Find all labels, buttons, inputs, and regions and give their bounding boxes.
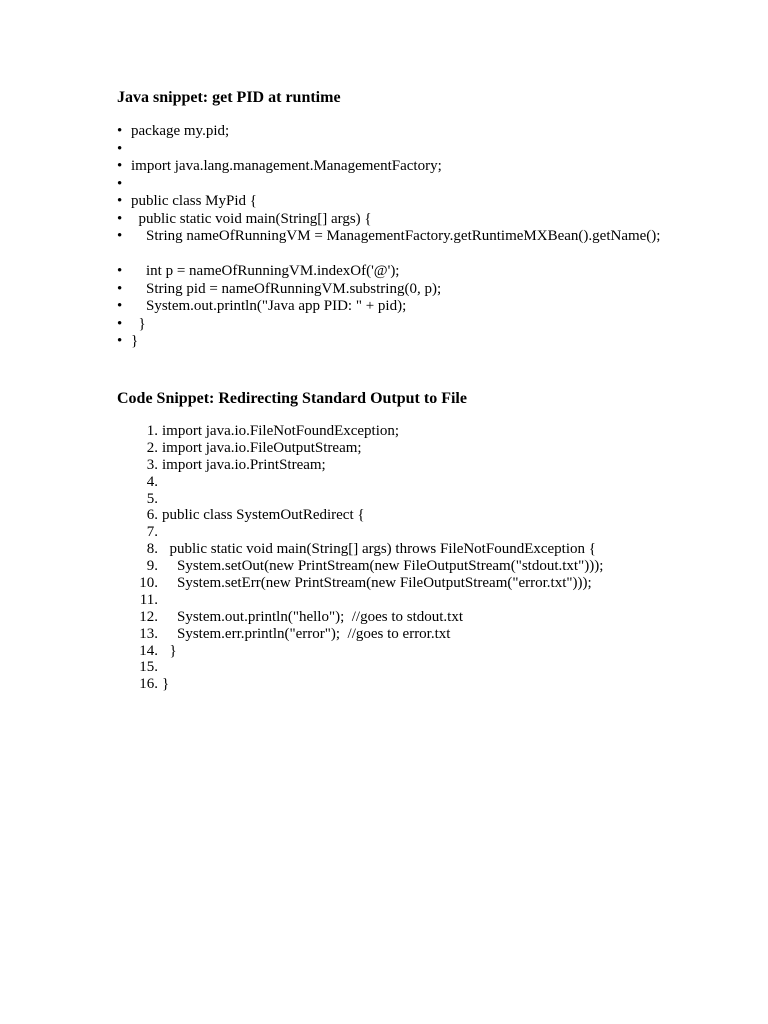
bullet-marker: • bbox=[117, 228, 123, 244]
numbered-line bbox=[134, 440, 734, 457]
bullet-line bbox=[117, 281, 737, 299]
numbered-line bbox=[134, 507, 734, 524]
code-line-text: } bbox=[162, 642, 177, 659]
line-number: 9. bbox=[146, 558, 158, 575]
bullet-marker: • bbox=[117, 158, 123, 174]
code-line-text: System.setOut(new PrintStream(new FileOutputStream("stdout.txt"))); bbox=[162, 558, 604, 575]
numbered-line bbox=[134, 575, 734, 592]
code-line-text: import java.io.FileOutputStream; bbox=[162, 439, 362, 456]
bullet-marker: • bbox=[117, 140, 123, 157]
bullet-line-text: public class MyPid { bbox=[131, 193, 257, 209]
redirect-code-numbered-list bbox=[134, 423, 734, 693]
line-number: 7. bbox=[146, 524, 158, 541]
bullet-marker: • bbox=[117, 123, 123, 139]
line-number: 6. bbox=[146, 507, 158, 524]
bullet-line bbox=[117, 333, 737, 351]
numbered-line bbox=[134, 643, 734, 660]
bullet-line-text: } bbox=[131, 315, 146, 332]
bullet-line-text: public static void main(String[] args) { bbox=[131, 210, 372, 227]
numbered-line bbox=[134, 491, 734, 508]
line-number: 16. bbox=[139, 676, 158, 693]
code-line-text: System.err.println("error"); //goes to error.txt bbox=[162, 625, 451, 642]
bullet-line bbox=[117, 123, 737, 141]
numbered-line bbox=[134, 524, 734, 541]
bullet-line-text: package my.pid; bbox=[131, 123, 230, 139]
line-number: 3. bbox=[146, 456, 158, 473]
bullet-line-text: int p = nameOfRunningVM.indexOf('@'); bbox=[131, 263, 400, 279]
bullet-line bbox=[117, 228, 737, 263]
bullet-line bbox=[117, 158, 737, 176]
numbered-line bbox=[134, 558, 734, 575]
pid-code-bullet-list bbox=[117, 123, 737, 351]
section-1-heading: Java snippet: get PID at runtime bbox=[117, 89, 341, 106]
bullet-marker: • bbox=[117, 193, 123, 209]
line-number: 13. bbox=[139, 625, 158, 642]
numbered-line bbox=[134, 592, 734, 609]
line-number: 8. bbox=[146, 541, 158, 558]
bullet-marker: • bbox=[117, 333, 123, 349]
code-line-text: import java.io.FileNotFoundException; bbox=[162, 423, 400, 439]
line-number: 10. bbox=[139, 575, 158, 592]
bullet-marker: • bbox=[117, 263, 123, 279]
numbered-line bbox=[134, 609, 734, 626]
line-number: 15. bbox=[139, 659, 158, 676]
bullet-line bbox=[117, 263, 737, 281]
numbered-line bbox=[134, 474, 734, 491]
bullet-line bbox=[117, 211, 737, 229]
code-line-text: System.setErr(new PrintStream(new FileOutputStream("error.txt"))); bbox=[162, 575, 592, 592]
bullet-line-text: String nameOfRunningVM = ManagementFactory.getRuntimeMXBean().getName(); bbox=[131, 228, 661, 244]
line-number: 12. bbox=[139, 608, 158, 625]
bullet-line bbox=[117, 141, 737, 159]
bullet-marker: • bbox=[117, 315, 123, 332]
line-number: 4. bbox=[146, 473, 158, 490]
bullet-line-text: import java.lang.management.ManagementFactory; bbox=[131, 158, 442, 174]
bullet-line bbox=[117, 176, 737, 194]
code-line-text: import java.io.PrintStream; bbox=[162, 456, 326, 473]
line-number: 11. bbox=[139, 591, 158, 608]
bullet-marker: • bbox=[117, 210, 123, 227]
section-2-heading: Code Snippet: Redirecting Standard Output to File bbox=[117, 390, 467, 407]
line-number: 5. bbox=[146, 490, 158, 507]
line-number: 14. bbox=[139, 642, 158, 659]
bullet-marker: • bbox=[117, 298, 123, 314]
bullet-line bbox=[117, 298, 737, 316]
bullet-line-text: System.out.println("Java app PID: " + pid); bbox=[131, 298, 407, 314]
bullet-line bbox=[117, 316, 737, 334]
numbered-line bbox=[134, 457, 734, 474]
code-line-text: public static void main(String[] args) throws FileNotFoundException { bbox=[162, 541, 596, 558]
bullet-line-text: String pid = nameOfRunningVM.substring(0, p); bbox=[131, 280, 442, 297]
numbered-line bbox=[134, 423, 734, 440]
code-line-text: System.out.println("hello"); //goes to stdout.txt bbox=[162, 608, 463, 625]
line-number: 2. bbox=[146, 439, 158, 456]
numbered-line bbox=[134, 659, 734, 676]
line-number: 1. bbox=[146, 423, 158, 439]
numbered-line bbox=[134, 626, 734, 643]
bullet-marker: • bbox=[117, 175, 123, 192]
numbered-line bbox=[134, 676, 734, 693]
code-line-text: public class SystemOutRedirect { bbox=[162, 507, 365, 524]
bullet-marker: • bbox=[117, 280, 123, 297]
bullet-line-text: } bbox=[131, 333, 139, 349]
code-line-text: } bbox=[162, 676, 170, 693]
numbered-line bbox=[134, 541, 734, 558]
bullet-line bbox=[117, 193, 737, 211]
